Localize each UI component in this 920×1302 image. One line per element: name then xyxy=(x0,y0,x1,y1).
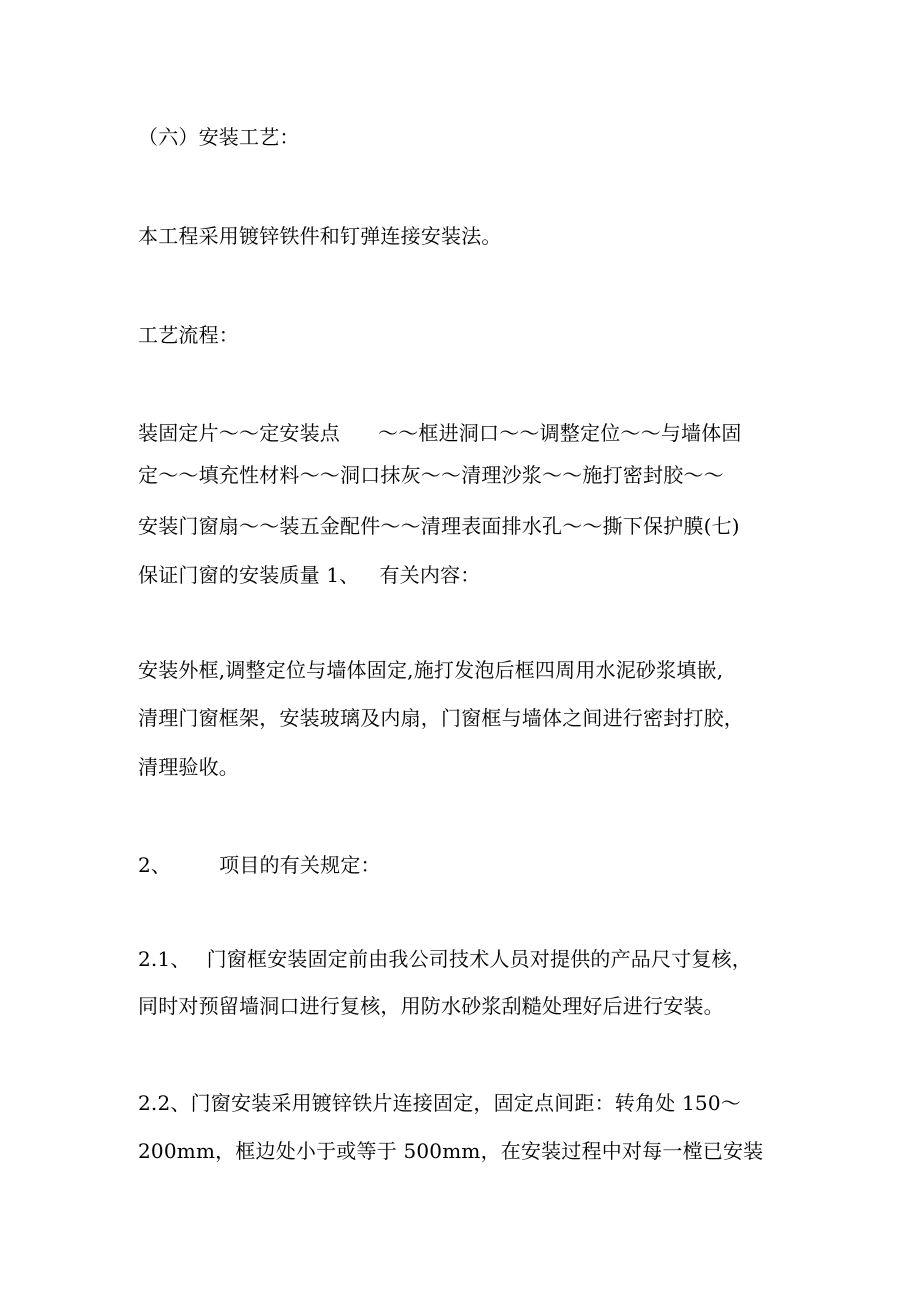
paragraph-installation-method xyxy=(138,224,502,248)
paragraph-text: 清理验收。 xyxy=(138,755,239,779)
item-number: 2、 xyxy=(138,853,172,877)
paragraph-text: 本工程采用镀锌铁件和钉弹连接安装法。 xyxy=(138,224,502,248)
process-flow-line-3 xyxy=(138,514,740,538)
quality-heading-part-b: 有关内容： xyxy=(379,563,481,587)
paragraph-text: 清理门窗框架，安装玻璃及内扇，门窗框与墙体之间进行密封打胶， xyxy=(138,706,744,730)
subheading-text: 工艺流程： xyxy=(138,323,239,347)
subheading-process-flow xyxy=(138,323,239,347)
item-2-2-line-2 xyxy=(138,1139,763,1163)
process-flow-part-a: 装固定片～～定安装点 xyxy=(138,421,340,445)
item-text: 2.2、门窗安装采用镀锌铁片连接固定，固定点间距：转角处 150～ xyxy=(138,1091,741,1115)
process-flow-line-2 xyxy=(138,463,724,487)
item-title: 项目的有关规定： xyxy=(219,853,381,877)
section-title-installation-process xyxy=(138,125,300,149)
paragraph-install-steps-3 xyxy=(138,755,239,779)
process-flow-line-1 xyxy=(138,421,742,445)
process-flow-text: 定～～填充性材料～～洞口抹灰～～清理沙浆～～施打密封胶～～ xyxy=(138,463,724,487)
quality-heading-line xyxy=(138,563,480,587)
quality-heading-part-a: 保证门窗的安装质量 1、 xyxy=(138,563,360,587)
item-2-1-line-2 xyxy=(138,994,724,1018)
item-text: 同时对预留墙洞口进行复核，用防水砂浆刮糙处理好后进行安装。 xyxy=(138,994,724,1018)
process-flow-part-b: ～～框进洞口～～调整定位～～与墙体固 xyxy=(378,421,742,445)
paragraph-install-steps-1 xyxy=(138,658,723,682)
item-2-heading xyxy=(138,853,381,877)
paragraph-text: 安装外框,调整定位与墙体固定,施打发泡后框四周用水泥砂浆填嵌, xyxy=(138,658,724,682)
item-text: 门窗框安装固定前由我公司技术人员对提供的产品尺寸复核， xyxy=(206,947,753,971)
item-2-1-line-1 xyxy=(138,947,752,971)
paragraph-install-steps-2 xyxy=(138,706,744,730)
item-text: 200mm，框边处小于或等于 500mm，在安装过程中对每一樘已安装 xyxy=(138,1139,764,1163)
process-flow-text: 安装门窗扇～～装五金配件～～清理表面排水孔～～撕下保护膜(七) xyxy=(138,514,740,538)
section-title-text: （六）安装工艺： xyxy=(138,125,300,149)
item-2-2-line-1 xyxy=(138,1091,741,1115)
item-number: 2.1、 xyxy=(138,947,191,971)
